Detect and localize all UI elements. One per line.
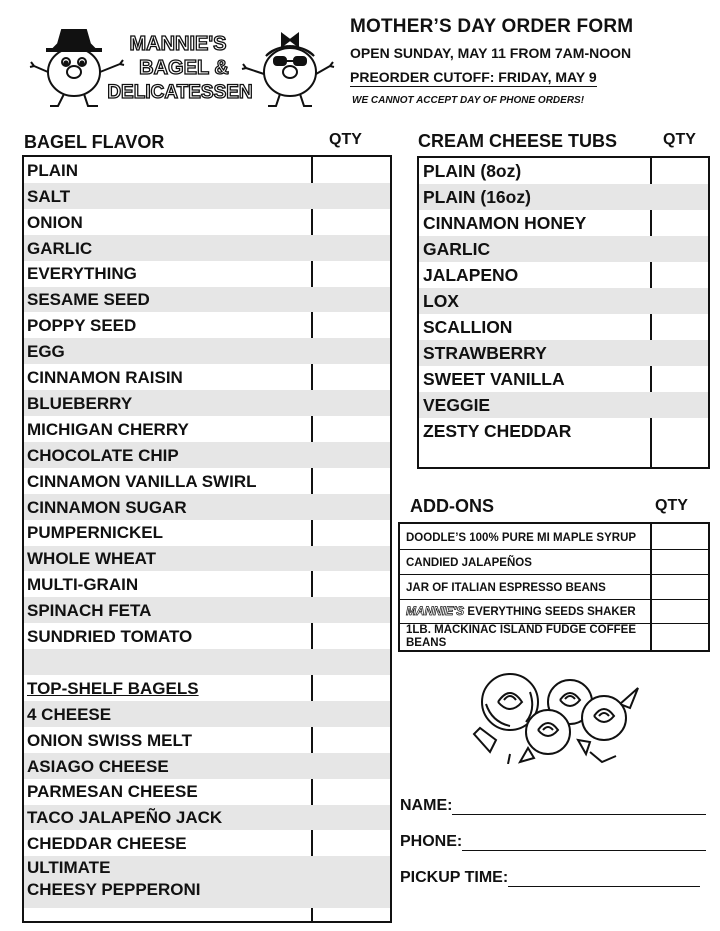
table-row xyxy=(24,468,390,494)
cream-cheese-order-table xyxy=(417,156,710,469)
table-row xyxy=(24,520,390,546)
qty-cell[interactable] xyxy=(313,157,390,183)
cream-cheese-label: SCALLION xyxy=(423,317,513,337)
bagel-flavor-label: EVERYTHING xyxy=(27,264,137,284)
phone-input-line[interactable] xyxy=(462,834,706,851)
bagel-flavor-label: ONION xyxy=(27,212,83,232)
addon-qty-cell[interactable] xyxy=(650,600,708,623)
cream-cheese-qty-heading: QTY xyxy=(663,131,696,148)
bagel-flavor-label: SALT xyxy=(27,186,71,206)
cream-cheese-label: GARLIC xyxy=(423,239,491,259)
bagel-flavor-label: CINNAMON SUGAR xyxy=(27,497,187,517)
table-row xyxy=(24,235,390,261)
bagel-flavor-label: MULTI-GRAIN xyxy=(27,575,139,595)
top-shelf-label-line-2: CHEESY PEPPERONI xyxy=(27,880,201,900)
bagel-flavor-label: SPINACH FETA xyxy=(27,601,152,621)
top-shelf-heading: TOP-SHELF BAGELS xyxy=(27,678,199,698)
phone-field[interactable] xyxy=(400,833,706,851)
top-shelf-label: CHEDDAR CHEESE xyxy=(27,834,187,854)
table-row xyxy=(24,675,390,701)
table-row xyxy=(419,314,708,340)
table-row xyxy=(419,288,708,314)
logo-text-line-1: MANNIE'S xyxy=(129,33,227,55)
qty-cell[interactable] xyxy=(313,338,390,364)
table-row xyxy=(419,418,708,444)
addon-row xyxy=(400,624,708,652)
cream-cheese-label: PLAIN (8oz) xyxy=(423,161,522,181)
table-row xyxy=(24,390,390,416)
bagel-flavor-label: SUNDRIED TOMATO xyxy=(27,627,193,647)
qty-cell[interactable] xyxy=(652,314,708,340)
bagel-order-table xyxy=(22,155,392,923)
pickup-time-label: PICKUP TIME: xyxy=(400,869,509,886)
bagel-flavor-label: PLAIN xyxy=(27,160,78,180)
phone-label: PHONE: xyxy=(400,833,463,850)
table-row xyxy=(24,649,390,675)
bagel-flavor-label: MICHIGAN CHERRY xyxy=(27,419,189,439)
bagel-flavor-label: CINNAMON VANILLA SWIRL xyxy=(27,471,257,491)
pickup-time-field[interactable] xyxy=(400,869,700,887)
top-shelf-label: TACO JALAPEÑO JACK xyxy=(27,808,223,828)
qty-cell[interactable] xyxy=(652,340,708,366)
cream-cheese-label: ZESTY CHEDDAR xyxy=(423,421,572,441)
bagel-flavor-label: GARLIC xyxy=(27,238,93,258)
cream-cheese-label: CINNAMON HONEY xyxy=(423,213,587,233)
table-row xyxy=(24,494,390,520)
addon-label: 1LB. MACKINAC ISLAND FUDGE COFFEE BEANS xyxy=(406,624,636,649)
qty-cell[interactable] xyxy=(652,158,708,184)
table-row xyxy=(419,210,708,236)
qty-cell[interactable] xyxy=(313,571,390,597)
preorder-cutoff-text: PREORDER CUTOFF: FRIDAY, MAY 9 xyxy=(350,69,597,85)
table-row xyxy=(24,364,390,390)
qty-cell[interactable] xyxy=(652,184,708,210)
addon-label: CANDIED JALAPEÑOS xyxy=(406,557,532,569)
bagel-flavor-label: CINNAMON RAISIN xyxy=(27,368,183,388)
open-hours-line: OPEN SUNDAY, MAY 11 FROM 7AM-NOON xyxy=(350,45,632,61)
cream-cheese-label: JALAPENO xyxy=(423,265,519,285)
cream-cheese-label: STRAWBERRY xyxy=(423,343,547,363)
table-row xyxy=(24,701,390,727)
qty-cell[interactable] xyxy=(313,753,390,779)
addon-row xyxy=(400,550,708,575)
qty-cell[interactable] xyxy=(313,520,390,546)
cream-cheese-label: LOX xyxy=(423,291,459,311)
table-row xyxy=(419,340,708,366)
phone-order-note: WE CANNOT ACCEPT DAY OF PHONE ORDERS! xyxy=(352,95,585,106)
qty-cell[interactable] xyxy=(313,830,390,856)
addon-qty-cell[interactable] xyxy=(650,575,708,599)
addon-label xyxy=(406,604,636,618)
qty-cell[interactable] xyxy=(313,287,390,313)
table-row xyxy=(419,236,708,262)
cream-cheese-heading: CREAM CHEESE TUBS xyxy=(418,131,618,151)
qty-cell[interactable] xyxy=(313,390,390,416)
bagel-flavor-label: SESAME SEED xyxy=(27,290,150,310)
top-shelf-label: ASIAGO CHEESE xyxy=(27,756,169,776)
addon-row xyxy=(400,575,708,600)
mannies-logo xyxy=(28,22,338,108)
addon-qty-cell[interactable] xyxy=(650,550,708,574)
name-input-line[interactable] xyxy=(452,798,706,815)
bagel-flavor-label: WHOLE WHEAT xyxy=(27,549,157,569)
table-row xyxy=(24,571,390,597)
roses-illustration-icon xyxy=(470,664,650,764)
mannies-brand-mark: MANNIE'S xyxy=(406,604,465,618)
addon-label: JAR OF ITALIAN ESPRESSO BEANS xyxy=(406,582,606,594)
addons-qty-heading: QTY xyxy=(655,497,688,514)
bagel-flavor-heading: BAGEL FLAVOR xyxy=(24,132,165,152)
table-row xyxy=(419,184,708,210)
qty-cell[interactable] xyxy=(652,262,708,288)
addons-heading: ADD-ONS xyxy=(410,496,494,516)
bagel-flavor-label: EGG xyxy=(27,342,65,362)
qty-cell[interactable] xyxy=(313,649,390,675)
qty-cell[interactable] xyxy=(313,701,390,727)
pickup-time-input-line[interactable] xyxy=(508,870,700,887)
table-row xyxy=(24,416,390,442)
table-row xyxy=(419,392,708,418)
table-row xyxy=(24,209,390,235)
bagel-mascot-right-icon xyxy=(242,34,334,106)
cream-cheese-label: PLAIN (16oz) xyxy=(423,187,531,207)
qty-cell[interactable] xyxy=(313,494,390,520)
table-row xyxy=(24,312,390,338)
qty-cell[interactable] xyxy=(313,856,390,908)
qty-cell[interactable] xyxy=(313,235,390,261)
qty-cell[interactable] xyxy=(313,312,390,338)
shaker-text: EVERYTHING SEEDS SHAKER xyxy=(467,606,636,618)
table-row xyxy=(24,157,390,183)
qty-cell[interactable] xyxy=(313,261,390,287)
table-row xyxy=(419,262,708,288)
table-row xyxy=(24,546,390,572)
bagel-flavor-label: POPPY SEED xyxy=(27,316,137,336)
table-row xyxy=(419,158,708,184)
addon-qty-cell[interactable] xyxy=(650,524,708,549)
qty-cell[interactable] xyxy=(313,209,390,235)
cream-cheese-label: VEGGIE xyxy=(423,395,491,415)
bagel-flavor-label: BLUEBERRY xyxy=(27,393,133,413)
addon-row xyxy=(400,524,708,550)
qty-cell[interactable] xyxy=(652,288,708,314)
table-row xyxy=(24,442,390,468)
table-row xyxy=(24,727,390,753)
top-shelf-label-line-1: ULTIMATE xyxy=(27,858,111,878)
logo-text-line-2: BAGEL & xyxy=(139,57,229,79)
table-row xyxy=(24,779,390,805)
table-row xyxy=(24,623,390,649)
table-row xyxy=(24,856,390,908)
qty-cell[interactable] xyxy=(652,418,708,444)
qty-cell[interactable] xyxy=(313,468,390,494)
top-shelf-label: PARMESAN CHEESE xyxy=(27,782,198,802)
name-field[interactable] xyxy=(400,797,706,815)
qty-cell[interactable] xyxy=(652,366,708,392)
table-row xyxy=(24,597,390,623)
table-row xyxy=(24,287,390,313)
bagel-qty-heading: QTY xyxy=(329,131,362,148)
top-shelf-label: ONION SWISS MELT xyxy=(27,730,192,750)
qty-cell[interactable] xyxy=(313,597,390,623)
page-title: MOTHER’S DAY ORDER FORM xyxy=(350,16,634,37)
qty-cell[interactable] xyxy=(313,364,390,390)
preorder-cutoff-line xyxy=(350,69,597,85)
table-row xyxy=(24,183,390,209)
table-row xyxy=(419,366,708,392)
qty-cell[interactable] xyxy=(313,779,390,805)
addon-row xyxy=(400,600,708,624)
qty-cell[interactable] xyxy=(313,442,390,468)
qty-cell[interactable] xyxy=(313,416,390,442)
top-shelf-label: 4 CHEESE xyxy=(27,704,112,724)
table-row xyxy=(24,261,390,287)
qty-cell[interactable] xyxy=(313,805,390,831)
bagel-flavor-label: CHOCOLATE CHIP xyxy=(27,445,179,465)
table-row xyxy=(24,805,390,831)
qty-cell[interactable] xyxy=(652,236,708,262)
qty-cell[interactable] xyxy=(652,392,708,418)
cream-cheese-label: SWEET VANILLA xyxy=(423,369,565,389)
name-label: NAME: xyxy=(400,797,453,814)
table-row xyxy=(24,753,390,779)
table-row xyxy=(24,830,390,856)
logo-text-line-3: DELICATESSEN xyxy=(107,82,253,103)
addons-order-table xyxy=(398,522,710,652)
addon-label: DOODLE’S 100% PURE MI MAPLE SYRUP xyxy=(406,532,637,544)
qty-cell[interactable] xyxy=(313,623,390,649)
qty-cell[interactable] xyxy=(313,183,390,209)
addon-qty-cell[interactable] xyxy=(650,624,708,652)
qty-cell[interactable] xyxy=(652,210,708,236)
qty-cell[interactable] xyxy=(313,546,390,572)
table-row xyxy=(24,338,390,364)
qty-cell[interactable] xyxy=(313,727,390,753)
bagel-flavor-label: PUMPERNICKEL xyxy=(27,523,164,543)
